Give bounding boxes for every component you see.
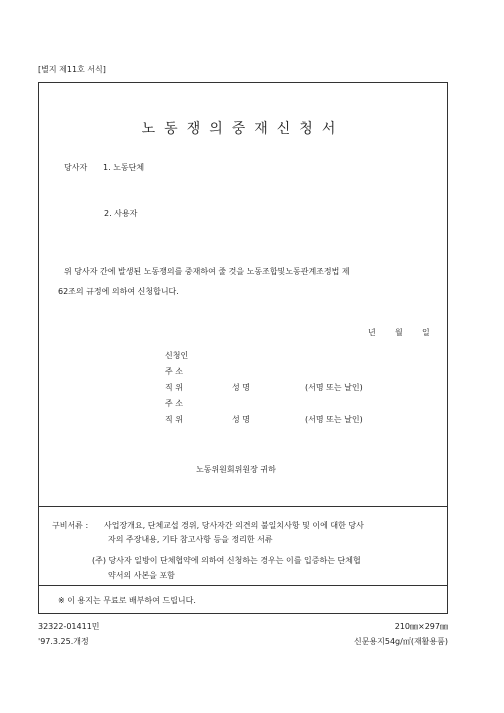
footer-code: 32322-01411민 xyxy=(38,622,100,631)
applicant-name-2: 성 명 xyxy=(232,415,250,424)
applicant-position-1: 직 위 xyxy=(165,383,183,392)
attachments-line-1: 사업장개요, 단체교섭 경위, 당사자간 의견의 불일치사항 및 이에 대한 당사 xyxy=(104,521,364,530)
attachments-note-1: (주) 당사자 일방이 단체협약에 의하여 신청하는 경우는 이를 입증하는 단체협 xyxy=(92,556,361,565)
addressee: 노동위원회위원장 귀하 xyxy=(196,465,276,474)
form-tag: [별지 제11호 서식] xyxy=(38,65,106,74)
applicant-address-2: 주 소 xyxy=(165,399,183,408)
free-notice: ※ 이 용지는 무료로 배부하여 드립니다. xyxy=(58,596,196,605)
footer-paper: 신문용지54g/㎡(재활용품) xyxy=(353,637,448,646)
page-title: 노동쟁의중재신청서 xyxy=(141,121,345,137)
attachments-line-2: 자의 주장내용, 기타 참고사항 등을 정리한 서류 xyxy=(108,535,273,544)
date-year: 년 xyxy=(368,328,376,337)
applicant-position-2: 직 위 xyxy=(165,415,183,424)
seal-note-2: (서명 또는 날인) xyxy=(305,415,363,424)
date-month: 월 xyxy=(395,328,403,337)
attachments-divider xyxy=(38,506,448,507)
party-label: 당사자 xyxy=(64,163,88,172)
footer-revision: '97.3.25.개정 xyxy=(38,637,89,646)
party-employer: 2. 사용자 xyxy=(104,209,138,218)
notice-divider xyxy=(38,585,448,586)
attachments-label: 구비서류 : xyxy=(52,521,89,530)
applicant-address-1: 주 소 xyxy=(165,367,183,376)
footer-size: 210㎜×297㎜ xyxy=(394,622,448,631)
attachments-note-2: 약서의 사본을 포함 xyxy=(108,571,175,580)
body-line-2: 62조의 규정에 의하여 신청합니다. xyxy=(58,287,179,296)
body-line-1: 위 당사자 간에 발생된 노동쟁의를 중재하여 줄 것을 노동조합및노동관계조정법 제 xyxy=(64,267,350,276)
applicant-name-1: 성 명 xyxy=(232,383,250,392)
seal-note-1: (서명 또는 날인) xyxy=(305,383,363,392)
date-day: 일 xyxy=(422,328,430,337)
applicant-label: 신청인 xyxy=(165,351,189,360)
party-union: 1. 노동단체 xyxy=(103,163,145,172)
